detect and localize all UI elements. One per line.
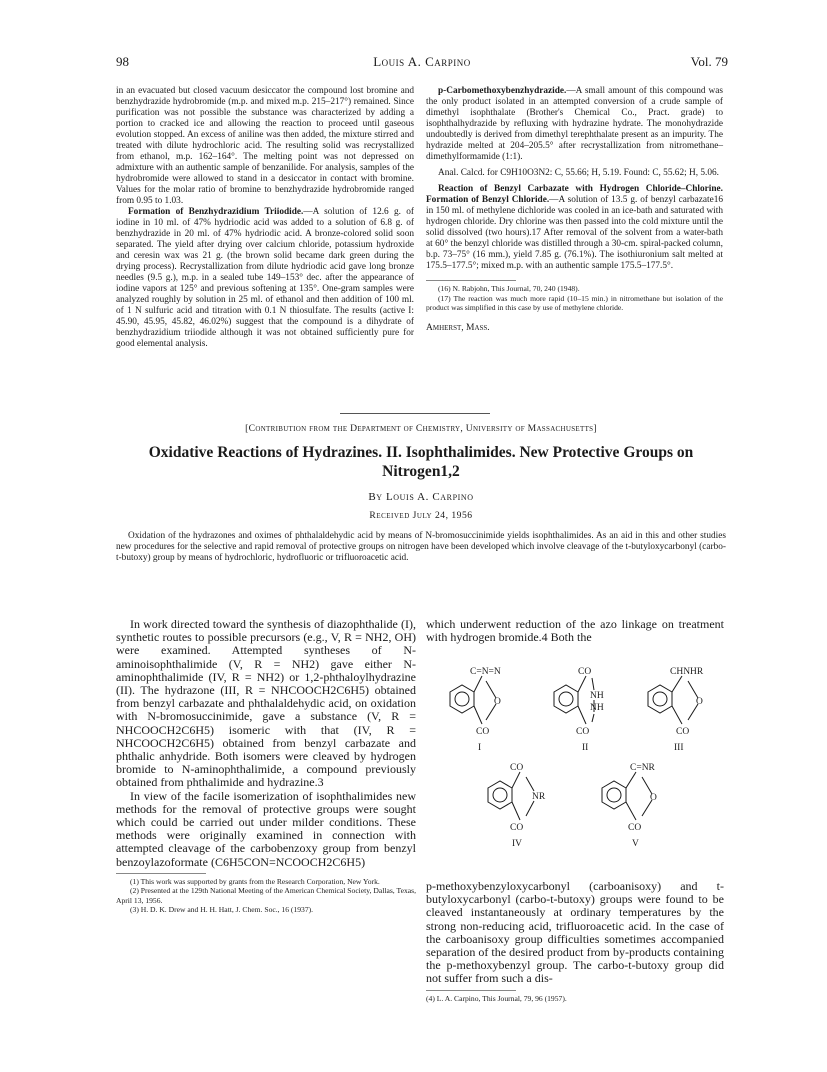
- article-title: [116, 443, 726, 481]
- chemical-structures: [426, 648, 726, 876]
- footnote-17: (17) The reaction was much more rapid (10–15 min.) in nitromethane but isolation of the product was simplified in this case by use of methylene chloride.: [426, 293, 723, 312]
- structure-V-top: C=NR: [630, 763, 655, 773]
- structure-III-bottom: CO: [676, 727, 690, 737]
- footnote-rule: [426, 990, 516, 991]
- benzene-ring: [554, 685, 578, 713]
- structure-II-nh2: NH: [590, 703, 604, 713]
- paragraph-body: —A small amount of this compound was the only product isolated in an attempted conversion of a crude sample of dimethyl isophthalate (Brother's Chemical Co., Pract. grade) to isophthalhydrazide by refluxing with hydrazine hydrate. The monohydrazide undoubtedly is derived from dimethyl terephthalate present as an impurity. The hydrazide melted at 204–205.5° after recrystallization from nitromethane–dimethylformamide (1:1).: [426, 86, 723, 162]
- footnote-rule: [426, 280, 516, 281]
- benzene-ring: [648, 685, 672, 713]
- structure-IV-top: CO: [510, 763, 524, 773]
- footnote-2: (2) Presented at the 129th National Meeting of the American Chemical Society, Dallas, Texas, April 13, 1956.: [116, 886, 416, 905]
- footnote-4: (4) L. A. Carpino, This Journal, 79, 96 (1957).: [426, 993, 567, 1003]
- structure-IV-label: IV: [512, 839, 523, 849]
- title-line: Oxidative Reactions of Hydrazines. II. Isophthalimides. New Protective Groups on: [148, 444, 694, 461]
- experimental-right-column: [426, 86, 723, 334]
- byline: By Louis A. Carpino: [368, 491, 474, 503]
- analysis-line: Anal. Calcd. for C9H10O3N2: C, 55.66; H, 5.19. Found: C, 55.62; H, 5.06.: [438, 168, 719, 178]
- structure-I-top: C=N=N: [470, 667, 501, 677]
- benzene-ring: [488, 781, 512, 809]
- paragraph: [426, 184, 723, 272]
- paragraph: [426, 86, 723, 163]
- contribution-line: [Contribution from the Department of Chemistry, University of Massachusetts]: [245, 423, 597, 434]
- footnotes: [426, 280, 723, 313]
- section-heading: Formation of Benzhydrazidium Triiodide.: [128, 207, 304, 217]
- main-right-column-top: [426, 618, 724, 644]
- running-header: [116, 54, 728, 72]
- benzene-ring: [602, 781, 626, 809]
- paragraph: In work directed toward the synthesis of diazophthalide (I), synthetic routes to possible precursors (e.g., V, R = NH2, OH) were examined. Attempted syntheses of N-aminoisophthalimide (V, R = NH2) gave either N-aminophthalimide (IV, R = NH2) or 1,2-phthaloylhydrazine (II). The hydrazone (III, R = NHCOOCH2C6H5) obtained from benzyl carbazate and phthalaldehydic acid, on oxidation with N-bromosuccinimide, gave a substance (V, R = NHCOOCH2C6H5) isomeric with that (IV, R = NHCOOCH2C6H5) obtained from benzyl carbazate and phthalic anhydride. Both isomers were cleaved by hydrogen bromide to N-aminophthalimide, a compound previously obtained from phthalimide and hydrazine.3: [116, 617, 416, 790]
- structure-V-bottom: CO: [628, 823, 642, 833]
- benzene-ring: [450, 685, 474, 713]
- ring-oxygen: O: [650, 793, 657, 803]
- running-author: Louis A. Carpino: [373, 54, 471, 69]
- paragraph: In view of the facile isomerization of isophthalimides new methods for the removal of protective groups were sought which could be carried out under milder conditions. These methods were originally examined in connection with attempted cleavage of the carbobenzoxy group from benzyl benzoylazoformate (C6H5CON=NCOOCH2C6H5): [116, 788, 416, 869]
- section-heading: p-Carbomethoxybenzhydrazide.: [438, 86, 567, 96]
- structure-II-nh1: NH: [590, 691, 604, 701]
- ring-oxygen: O: [696, 697, 703, 707]
- paragraph-body: —A solution of 12.6 g. of iodine in 10 ml. of 47% hydriodic acid was added to a solution of 6.8 g. of benzhydrazide in 20 ml. of 47% hydriodic acid. A bronze-colored solid soon separated. The yield after drying over calcium chloride, potassium hydroxide and ceresin wax was 21 g. (the brown solid became dark green during the drying process). Recrystallization from dilute hydriodic acid gave long bronze needles (9.5 g.), m.p. in a sealed tube 149–153° dec. after the appearance of iodine vapors at 125° and previous softening at 135°. One-gram samples were analyzed roughly by solution in 25 ml. of ethanol and then addition of 100 ml. of 1 N sulfuric acid and titration with 0.1 N thiosulfate. The results (active I: 45.90, 45.95, 45.82, 46.02%) suggest that the compound is a dihydrate of benzhydrazidium triiodide although it was not obtained sufficiently pure for good elemental analysis.: [116, 207, 414, 349]
- structure-figure: [426, 648, 726, 876]
- footnote-rule: [116, 873, 206, 874]
- structure-V-label: V: [632, 839, 639, 849]
- main-left-column: [116, 618, 416, 914]
- main-right-column-bottom: [426, 880, 724, 1003]
- experimental-left-column: [116, 86, 414, 350]
- abstract: Oxidation of the hydrazones and oximes of phthalaldehydic acid by means of N-bromosuccinimide yields isophthalimides. As an aid in this and other studies new procedures for the selective and rapid removal of protective groups on nitrogen have been developed which involve cleavage of the t-butyloxycarbonyl (carbo-t-butoxy) group by means of hydrochloric, hydrofluoric or trifluoroacetic acid.: [116, 531, 726, 563]
- footnote-1: (1) This work was supported by grants from the Research Corporation, New York.: [130, 876, 380, 886]
- structure-I-bottom: CO: [476, 727, 490, 737]
- structure-II-top: CO: [578, 667, 592, 677]
- structure-II-label: II: [582, 743, 589, 753]
- footnote-3: (3) H. D. K. Drew and H. H. Hatt, J. Chem. Soc., 16 (1937).: [130, 905, 314, 915]
- paragraph-body: —A solution of 13.5 g. of benzyl carbazate16 in 150 ml. of methylene dichloride was cooled in an ice-bath and saturated with hydrogen chloride. Dry chlorine was then passed into the cold mixture until the solid dissolved (two hours).17 After removal of the solvent from a water-bath at 60° the benzyl chloride was distilled through a 30-cm. spiral-packed column, b.p. 73–75° (16 mm.), yield 7.85 g. (76.1%). The isothiuronium salt melted at 175.5–177.5°; mixed m.p. with an authentic sample 175.5–177.5°.: [426, 195, 723, 271]
- footnotes: [116, 873, 416, 915]
- ring-oxygen: O: [494, 697, 501, 707]
- structure-III-top: CHNHR: [670, 667, 704, 677]
- section-divider: [340, 413, 490, 414]
- structure-III-label: III: [674, 743, 684, 753]
- received-date: Received July 24, 1956: [369, 510, 473, 521]
- paragraph: which underwent reduction of the azo linkage on treatment with hydrogen bromide.4 Both the: [426, 617, 724, 645]
- structure-I-label: I: [478, 743, 482, 753]
- paragraph: [116, 207, 414, 350]
- structure-IV-bottom: CO: [510, 823, 524, 833]
- footnote-16: (16) N. Rabjohn, This Journal, 70, 240 (1948).: [438, 284, 580, 293]
- title-line: Nitrogen1,2: [382, 463, 460, 480]
- structure-IV-nr: NR: [532, 792, 546, 802]
- paragraph: in an evacuated but closed vacuum desiccator the compound lost bromine and benzhydrazide hydrobromide (m.p. and mixed m.p. 215–217°) remained. Since purification was not possible the substance was characterized by adding a portion to cracked ice and allowing the reaction to proceed until gaseous evolution stopped. An excess of aniline was then added, the mixture stirred and treated with dilute hydrochloric acid. The resulting solid was recrystallized from ethanol, m.p. 162–164°. The melting point was not depressed on admixture with an authentic sample of benzanilide. For analysis, samples of the hydrobromide were allowed to stand in a desiccator in contact with bromine. Values for the molar ratio of bromine to benzhydrazide hydrobromide ranged from 0.95 to 1.03.: [116, 86, 414, 206]
- section-heading: Reaction of Benzyl Carbazate with Hydrogen Chloride–Chlorine. Formation of Benzyl Chloride.: [426, 184, 723, 205]
- paragraph: p-methoxybenzyloxycarbonyl (carboanisoxy) and t-butyloxycarbonyl (carbo-t-butoxy) groups were found to be cleaved instantaneously at ordinary temperatures by the strong non-reducing acid, trifluoroacetic acid. In the case of the carboanisoxy group difficulties sometimes accompanied separation of the desired product from by-products containing the p-methoxybenzyl group. The carbo-t-butoxy group did not suffer from such a dis-: [426, 879, 724, 986]
- affiliation: Amherst, Mass.: [426, 322, 490, 333]
- volume-label: Vol. 79: [690, 54, 728, 69]
- page-number: 98: [116, 54, 129, 69]
- structure-II-bottom: CO: [576, 727, 590, 737]
- footnotes: [426, 990, 724, 1003]
